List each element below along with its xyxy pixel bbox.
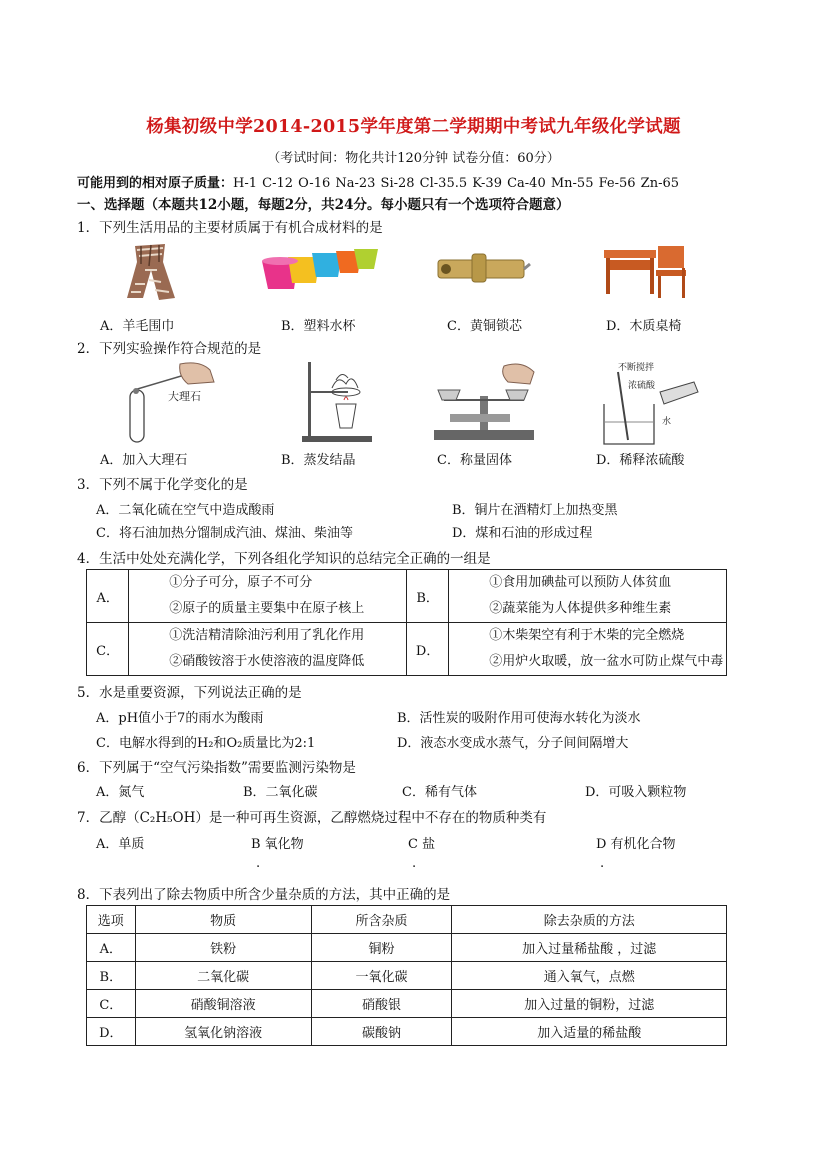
q4-label-c[interactable]: C．: [87, 623, 129, 676]
q4-d-item-1: ①木柴架空有利于木柴的完全燃烧: [489, 628, 685, 643]
q4-a-item-2: ②原子的质量主要集中在原子核上: [169, 601, 365, 616]
row-a-label[interactable]: A．: [87, 934, 136, 962]
row-b-label[interactable]: B．: [87, 962, 136, 990]
row-a-method: 加入过量稀盐酸 ，过滤: [452, 934, 727, 962]
q2-option-d[interactable]: D．稀释浓硫酸: [596, 453, 685, 468]
marble-label: 大理石: [168, 390, 201, 403]
header-impurity: 所含杂质: [311, 906, 452, 934]
row-b-method: 通入氧气，点燃: [452, 962, 727, 990]
q1-option-b[interactable]: B．塑料水杯: [281, 319, 356, 334]
q7-dot-d: .: [600, 856, 605, 871]
question-7-stem: 7．乙醇（C₂H₅OH）是一种可再生资源，乙醇燃烧过程中不存在的物质种类有: [77, 810, 547, 826]
q5-option-b[interactable]: B．活性炭的吸附作用可使海水转化为淡水: [397, 711, 641, 726]
table-row[interactable]: [87, 962, 727, 990]
row-c-impurity: 硝酸银: [311, 990, 452, 1018]
scarf-image: [105, 240, 195, 302]
stir-label: 不断搅拌: [618, 363, 655, 373]
question-8-table: [86, 905, 727, 1046]
q4-cell-b: [449, 570, 727, 623]
question-4-stem: 4．生活中处处充满化学，下列各组化学知识的总结完全正确的一组是: [77, 551, 491, 567]
acid-label: 浓硫酸: [628, 381, 656, 391]
plastic-cups-image: [258, 243, 388, 293]
q2-option-c[interactable]: C．称量固体: [437, 453, 512, 468]
q1-option-d[interactable]: D．木质桌椅: [606, 319, 682, 334]
q7-option-a[interactable]: A．单质: [96, 837, 145, 852]
question-3-stem: 3．下列不属于化学变化的是: [77, 477, 248, 493]
q6-option-b[interactable]: B．二氧化碳: [243, 785, 318, 800]
q4-a-item-1: ①分子可分，原子不可分: [169, 575, 313, 590]
row-a-substance: 铁粉: [135, 934, 311, 962]
table-row[interactable]: [87, 990, 727, 1018]
q3-option-d[interactable]: D．煤和石油的形成过程: [452, 526, 593, 541]
question-8-stem: 8．下表列出了除去物质中所含少量杂质的方法，其中正确的是: [77, 887, 451, 903]
question-2-stem: 2．下列实验操作符合规范的是: [77, 341, 262, 357]
row-d-substance: 氢氧化钠溶液: [135, 1018, 311, 1046]
q6-option-a[interactable]: A．氮气: [96, 785, 145, 800]
q1-option-c[interactable]: C．黄铜锁芯: [447, 319, 522, 334]
header-method: 除去杂质的方法: [452, 906, 727, 934]
q4-label-d[interactable]: D．: [406, 623, 448, 676]
q7-option-d[interactable]: D 有机化合物: [596, 837, 676, 852]
row-c-method: 加入过量的铜粉，过滤: [452, 990, 727, 1018]
q4-b-item-1: ①食用加碘盐可以预防人体贫血: [489, 575, 672, 590]
q7-dot-c: .: [412, 856, 417, 871]
row-b-impurity: 一氧化碳: [311, 962, 452, 990]
q1-option-a[interactable]: A．羊毛围巾: [100, 319, 175, 334]
q4-cell-c: [129, 623, 407, 676]
header-option: 选项: [87, 906, 136, 934]
q7-dot-b: .: [256, 856, 261, 871]
q7-option-c[interactable]: C 盐: [408, 837, 436, 852]
q3-option-c[interactable]: C．将石油加热分馏制成汽油、煤油、柴油等: [96, 526, 353, 541]
table-row: [87, 570, 727, 623]
q4-c-item-2: ②硝酸铵溶于水使溶液的温度降低: [169, 654, 365, 669]
wooden-desk-image: [600, 240, 690, 302]
question-4-table: [86, 569, 727, 676]
q3-option-a[interactable]: A．二氧化硫在空气中造成酸雨: [96, 503, 275, 518]
evaporation-apparatus-image: [298, 358, 378, 444]
dilution-image: [598, 360, 708, 446]
q4-cell-a: [129, 570, 407, 623]
exam-title: 杨集初级中学2014-2015学年度第二学期期中考试九年级化学试题: [146, 117, 681, 137]
balance-image: [430, 360, 540, 442]
section-heading: 一、选择题（本题共12小题，每题2分，共24分。每小题只有一个选项符合题意）: [77, 197, 570, 213]
table-row[interactable]: [87, 1018, 727, 1046]
row-b-substance: 二氧化碳: [135, 962, 311, 990]
header-substance: 物质: [135, 906, 311, 934]
atomic-mass-label: 可能用到的相对原子质量：: [77, 176, 234, 191]
question-5-stem: 5．水是重要资源，下列说法正确的是: [77, 685, 302, 701]
q5-option-d[interactable]: D．液态水变成水蒸气，分子间间隔增大: [397, 736, 629, 751]
q6-option-d[interactable]: D．可吸入颗粒物: [585, 785, 687, 800]
row-c-label[interactable]: C．: [87, 990, 136, 1018]
exam-subtitle: （考试时间：物化共计120分钟 试卷分值：60分）: [267, 151, 560, 166]
atomic-mass-values: H-1 C-12 O-16 Na-23 Si-28 Cl-35.5 K-39 Ca-40 Mn-55 Fe-56 Zn-65: [233, 176, 680, 191]
row-d-method: 加入适量的稀盐酸: [452, 1018, 727, 1046]
q4-d-item-2: ②用炉火取暖，放一盆水可防止煤气中毒: [489, 654, 724, 669]
q7-option-b[interactable]: B 氧化物: [251, 837, 304, 852]
q3-option-b[interactable]: B．铜片在酒精灯上加热变黑: [452, 503, 618, 518]
q4-cell-d: [449, 623, 727, 676]
q6-option-c[interactable]: C．稀有气体: [402, 785, 477, 800]
q5-option-c[interactable]: C．电解水得到的H₂和O₂质量比为2:1: [96, 736, 316, 751]
test-tube-marble-image: [118, 360, 218, 446]
brass-lock-core-image: [432, 246, 532, 286]
q4-c-item-1: ①洗洁精清除油污利用了乳化作用: [169, 628, 365, 643]
row-d-label[interactable]: D．: [87, 1018, 136, 1046]
q2-option-a[interactable]: A．加入大理石: [100, 453, 188, 468]
table-header-row: [87, 906, 727, 934]
row-d-impurity: 碳酸钠: [311, 1018, 452, 1046]
table-row: [87, 623, 727, 676]
atomic-mass-line: [77, 172, 679, 191]
q5-option-a[interactable]: A．pH值小于7的雨水为酸雨: [96, 711, 264, 726]
question-1-stem: 1．下列生活用品的主要材质属于有机合成材料的是: [77, 220, 383, 236]
table-row[interactable]: [87, 934, 727, 962]
row-c-substance: 硝酸铜溶液: [135, 990, 311, 1018]
q4-label-b[interactable]: B．: [406, 570, 448, 623]
q4-label-a[interactable]: A．: [87, 570, 129, 623]
question-6-stem: 6．下列属于“空气污染指数”需要监测污染物是: [77, 760, 356, 776]
water-label: 水: [662, 417, 672, 427]
q2-option-b[interactable]: B．蒸发结晶: [281, 453, 356, 468]
q4-b-item-2: ②蔬菜能为人体提供多种维生素: [489, 601, 672, 616]
row-a-impurity: 铜粉: [311, 934, 452, 962]
